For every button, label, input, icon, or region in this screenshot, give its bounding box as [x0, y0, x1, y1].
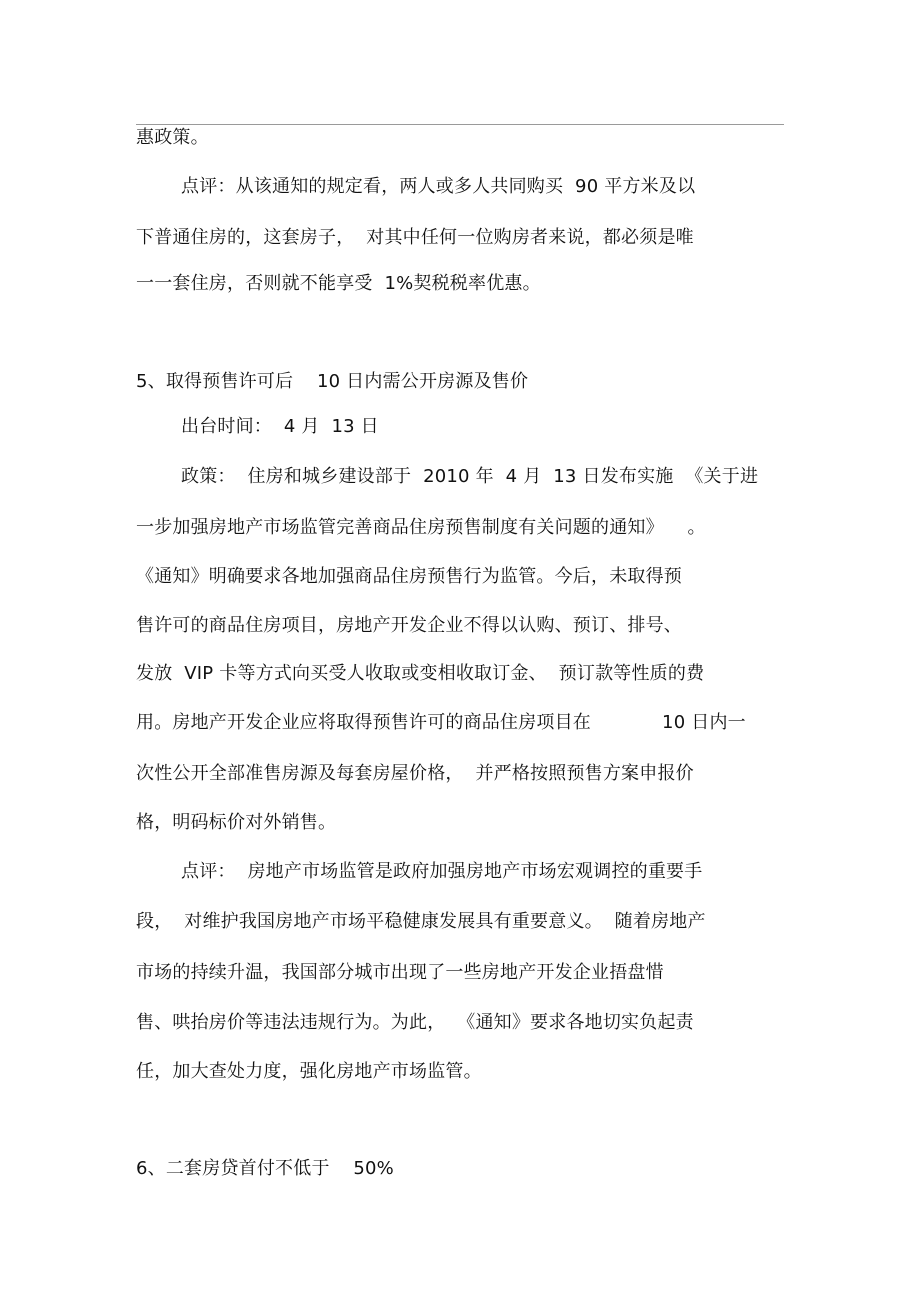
text-line: 市场的持续升温，我国部分城市出现了一些房地产开发企业捂盘惜: [136, 962, 664, 983]
section-heading-6: 6、二套房贷首付不低于 50%: [136, 1158, 394, 1179]
text-line: 一步加强房地产市场监管完善商品住房预售制度有关问题的通知》 。: [136, 517, 706, 538]
text-line: 段， 对维护我国房地产市场平稳健康发展具有重要意义。 随着房地产: [136, 911, 706, 932]
release-date-line: 出台时间： 4 月 13 日: [181, 416, 379, 437]
comment-line: 点评：从该通知的规定看，两人或多人共同购买 90 平方米及以: [181, 176, 696, 197]
header-rule: [136, 124, 784, 125]
text-line: 《通知》明确要求各地加强商品住房预售行为监管。今后，未取得预: [136, 566, 682, 587]
policy-line: 政策： 住房和城乡建设部于 2010 年 4 月 13 日发布实施 《关于进: [181, 466, 759, 487]
text-line: 任，加大查处力度，强化房地产市场监管。: [136, 1061, 482, 1082]
text-line: 一一套住房，否则就不能享受 1%契税税率优惠。: [136, 273, 541, 294]
text-line: 惠政策。: [136, 127, 209, 148]
text-line: 售、哄抬房价等违法违规行为。为此， 《通知》要求各地切实负起责: [136, 1012, 694, 1033]
comment-line: 点评： 房地产市场监管是政府加强房地产市场宏观调控的重要手: [181, 861, 703, 882]
section-heading-5: 5、取得预售许可后 10 日内需公开房源及售价: [136, 371, 529, 392]
text-line: 次性公开全部准售房源及每套房屋价格， 并严格按照预售方案申报价: [136, 763, 694, 784]
text-line: 格，明码标价对外销售。: [136, 812, 337, 833]
text-line: 售许可的商品住房项目，房地产开发企业不得以认购、预订、排号、: [136, 615, 682, 636]
text-line: 用。房地产开发企业应将取得预售许可的商品住房项目在 10 日内一: [136, 712, 746, 733]
text-line: 下普通住房的，这套房子， 对其中任何一位购房者来说，都必须是唯: [136, 227, 694, 248]
text-line: 发放 VIP 卡等方式向买受人收取或变相收取订金、 预订款等性质的费: [136, 663, 705, 684]
